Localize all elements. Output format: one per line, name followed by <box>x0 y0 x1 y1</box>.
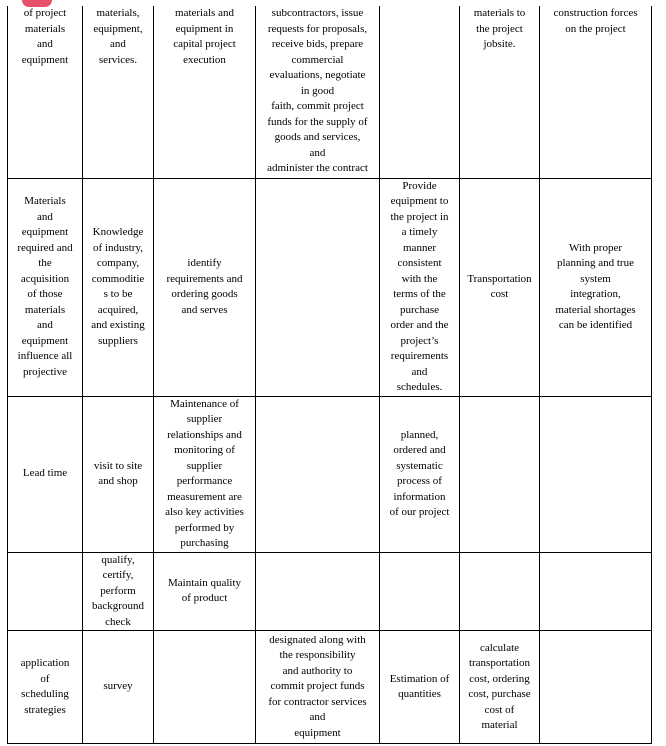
table-row <box>8 178 652 396</box>
table-cell: designated along with the responsibility and authority to commit project funds for contractor services and equipment <box>256 631 380 744</box>
table-cell: Maintain quality of product <box>154 552 256 631</box>
table-cell: survey <box>83 631 154 744</box>
table-cell <box>380 552 460 631</box>
table-cell: materials, equipment, and services. <box>83 6 154 178</box>
table-row <box>8 396 652 552</box>
table-cell: materials and equipment in capital project execution <box>154 6 256 178</box>
table-cell: subcontractors, issue requests for proposals, receive bids, prepare commercial evaluations, negotiate in good faith, commit project funds for the supply of goods and services, and administer the contract <box>256 6 380 178</box>
table-cell: application of scheduling strategies <box>8 631 83 744</box>
table-cell <box>540 552 652 631</box>
table-cell <box>256 178 380 396</box>
table-cell <box>8 552 83 631</box>
table-cell <box>256 396 380 552</box>
table-cell <box>460 552 540 631</box>
table-cell <box>380 6 460 178</box>
table-cell: Provide equipment to the project in a timely manner consistent with the terms of the purchase order and the project’s requirements and schedules. <box>380 178 460 396</box>
table-cell <box>154 631 256 744</box>
table-cell: Materials and equipment required and the acquisition of those materials and equipment influence all projective <box>8 178 83 396</box>
table-cell: visit to site and shop <box>83 396 154 552</box>
table-cell: calculate transportation cost, ordering cost, purchase cost of material <box>460 631 540 744</box>
table-cell <box>540 396 652 552</box>
table-cell: planned, ordered and systematic process of information of our project <box>380 396 460 552</box>
table-cell: Lead time <box>8 396 83 552</box>
table-cell: With proper planning and true system integration, material shortages can be identified <box>540 178 652 396</box>
table-row <box>8 6 652 178</box>
table-cell: of project materials and equipment <box>8 6 83 178</box>
table-cell: construction forces on the project <box>540 6 652 178</box>
table-cell <box>460 396 540 552</box>
table-cell: Estimation of quantities <box>380 631 460 744</box>
table-cell <box>256 552 380 631</box>
table-cell <box>540 631 652 744</box>
table-cell: identify requirements and ordering goods and serves <box>154 178 256 396</box>
table-cell: materials to the project jobsite. <box>460 6 540 178</box>
table-cell: Transportation cost <box>460 178 540 396</box>
table-cell: Knowledge of industry, company, commoditie s to be acquired, and existing suppliers <box>83 178 154 396</box>
table-cell: Maintenance of supplier relationships and monitoring of supplier performance measurement are also key activities performed by purchasing <box>154 396 256 552</box>
table-row <box>8 552 652 631</box>
table-cell: qualify, certify, perform background check <box>83 552 154 631</box>
table-row <box>8 631 652 744</box>
procurement-table <box>7 6 652 744</box>
